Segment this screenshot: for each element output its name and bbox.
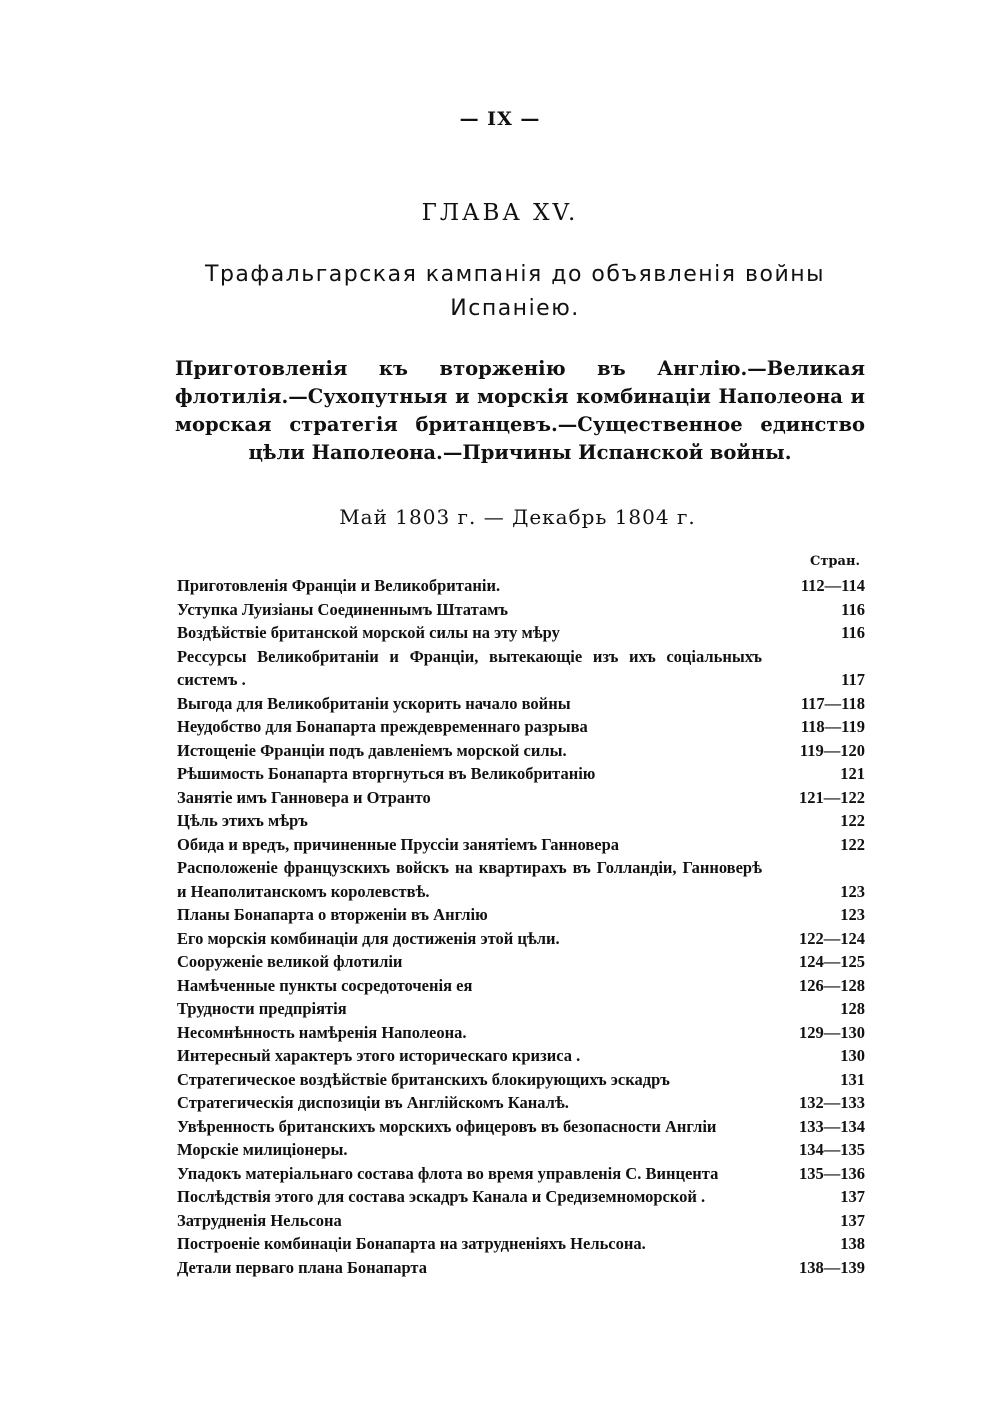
toc-entry-pages: 123 bbox=[840, 881, 865, 901]
toc-entry-pages: 124—125 bbox=[799, 952, 865, 971]
toc-entry-pages: 112—114 bbox=[800, 576, 865, 595]
toc-entry-pages: 117—118 bbox=[800, 693, 865, 713]
toc-entry-text: Рессурсы Великобританіи и Франціи, вытекающіе изъ ихъ соціальныхъ системъ . bbox=[177, 646, 762, 689]
toc-entry-pages: 138—139 bbox=[799, 1257, 865, 1277]
toc-entry bbox=[177, 1256, 865, 1280]
toc-entry-text: Построеніе комбинаціи Бонапарта на затрудненіяхъ Нельсона. bbox=[177, 1234, 646, 1253]
toc-entry-text: Цѣль этихъ мѣръ bbox=[177, 811, 308, 830]
toc-entry bbox=[177, 950, 865, 974]
toc-entry bbox=[177, 1021, 865, 1045]
toc-entry-text: Воздѣйствіе британской морской силы на эту мѣру bbox=[177, 623, 560, 642]
toc-entry-pages: 122 bbox=[840, 834, 865, 854]
toc-entry-text: Трудности предпріятія bbox=[177, 999, 347, 1018]
date-range: Май 1803 г. — Декабрь 1804 г. bbox=[339, 505, 696, 529]
toc-entry-text: Послѣдствія этого для состава эскадръ Канала и Средиземноморской . bbox=[177, 1187, 706, 1206]
toc-entry bbox=[177, 927, 865, 951]
toc-entry-text: Упадокъ матеріальнаго состава флота во время управленія С. Винцента bbox=[177, 1163, 719, 1183]
toc-entry-pages: 134—135 bbox=[799, 1140, 865, 1159]
toc-entry-pages: 121—122 bbox=[799, 787, 865, 807]
toc-entry-text: Интересный характеръ этого историческаго кризиса . bbox=[177, 1046, 581, 1065]
toc-entry bbox=[177, 1232, 865, 1256]
toc-entry-text: Морскіе милиціонеры. bbox=[177, 1140, 348, 1159]
toc-entry bbox=[177, 1115, 865, 1139]
toc-entry-text: Выгода для Великобританіи ускорить начало войны bbox=[177, 693, 571, 713]
toc-entry bbox=[177, 856, 865, 903]
toc-entry-pages: 130 bbox=[840, 1046, 865, 1065]
toc-entry-pages: 133—134 bbox=[799, 1116, 865, 1136]
toc-entry bbox=[177, 621, 865, 645]
toc-entry-text: Неудобство для Бонапарта преждевременнаго разрыва bbox=[177, 717, 588, 736]
toc-entry-pages: 137 bbox=[840, 1210, 865, 1230]
toc-entry-text: Планы Бонапарта о вторженіи въ Англію bbox=[177, 905, 488, 924]
toc-entry-text: Затрудненія Нельсона bbox=[177, 1210, 342, 1230]
toc-entry-text: Приготовленія Франціи и Великобританіи. bbox=[177, 576, 501, 595]
pages-column-header: Стран. bbox=[810, 554, 860, 569]
toc-entry-pages: 123 bbox=[840, 905, 865, 924]
toc-entry bbox=[177, 903, 865, 927]
toc-entry-pages: 132—133 bbox=[799, 1093, 865, 1112]
toc-entry-pages: 121 bbox=[840, 764, 865, 783]
toc-entry-pages: 138 bbox=[840, 1234, 865, 1253]
toc-entry-pages: 131 bbox=[840, 1069, 865, 1089]
toc-entry bbox=[177, 1185, 865, 1209]
toc-entry-text: Намѣченные пункты сосредоточенія ея bbox=[177, 975, 473, 995]
toc-entry-pages: 137 bbox=[840, 1187, 865, 1206]
toc-entry-text: Истощеніе Франціи подъ давленіемъ морской силы. bbox=[177, 740, 567, 760]
chapter-summary: Приготовленія къ вторженію въ Англію.—Великая флотилія.—Сухопутныя и морскія комбинаціи Наполеона и морская стратегія британцевъ.—Существенное единство цѣли Наполеона.—Причины Испанской войны. bbox=[175, 357, 865, 464]
toc-entry-text: Стратегическое воздѣйствіе британскихъ блокирующихъ эскадръ bbox=[177, 1069, 670, 1089]
toc-entry-pages: 128 bbox=[840, 999, 865, 1018]
toc-entry-text: Детали перваго плана Бонапарта bbox=[177, 1257, 427, 1277]
toc-entry-pages: 135—136 bbox=[799, 1163, 865, 1183]
toc-entry bbox=[177, 645, 865, 692]
toc-entry-pages: 126—128 bbox=[799, 975, 865, 995]
toc-entry bbox=[177, 1162, 865, 1186]
toc-entry-pages: 122 bbox=[840, 811, 865, 830]
toc-entry bbox=[177, 739, 865, 763]
table-of-contents bbox=[177, 574, 865, 1279]
chapter-title: ГЛАВА XV. bbox=[421, 200, 579, 226]
toc-entry-text: Уступка Луизіаны Соединеннымъ Штатамъ bbox=[177, 599, 509, 619]
toc-entry bbox=[177, 692, 865, 716]
toc-entry-pages: 119—120 bbox=[799, 740, 865, 760]
toc-entry bbox=[177, 762, 865, 786]
toc-entry bbox=[177, 1044, 865, 1068]
toc-entry-text: Занятіе имъ Ганновера и Отранто bbox=[177, 787, 431, 807]
chapter-subtitle: Трафальгарская кампанія до объявленія войны Испаніею. bbox=[205, 262, 825, 321]
toc-entry bbox=[177, 598, 865, 622]
toc-entry-pages: 116 bbox=[841, 623, 865, 642]
toc-entry bbox=[177, 833, 865, 857]
toc-entry bbox=[177, 1068, 865, 1092]
toc-entry-text: Рѣшимость Бонапарта вторгнуться въ Великобританію bbox=[177, 764, 596, 783]
toc-entry-pages: 118—119 bbox=[800, 717, 865, 736]
page-number: — IX — bbox=[459, 108, 541, 130]
toc-entry bbox=[177, 809, 865, 833]
toc-entry bbox=[177, 1138, 865, 1162]
toc-entry bbox=[177, 997, 865, 1021]
toc-entry-pages: 117 bbox=[841, 670, 865, 689]
toc-entry bbox=[177, 1209, 865, 1233]
toc-entry bbox=[177, 786, 865, 810]
toc-entry-text: Его морскія комбинаціи для достиженія этой цѣли. bbox=[177, 928, 560, 948]
toc-entry bbox=[177, 1091, 865, 1115]
toc-entry-text: Стратегическія диспозиціи въ Англійскомъ Каналѣ. bbox=[177, 1093, 569, 1112]
toc-entry-pages: 129—130 bbox=[799, 1022, 865, 1042]
toc-entry-text: Увѣренность британскихъ морскихъ офицеровъ въ безопасности Англіи bbox=[177, 1116, 717, 1136]
toc-entry-text: Сооруженіе великой флотиліи bbox=[177, 952, 403, 971]
toc-entry-text: Расположеніе французскихъ войскъ на квартирахъ въ Голландіи, Ганноверѣ и Неаполитанскомъ королевствѣ. bbox=[177, 858, 762, 901]
toc-entry-pages: 122—124 bbox=[799, 928, 865, 948]
toc-entry-text: Обида и вредъ, причиненные Пруссіи занятіемъ Ганновера bbox=[177, 834, 620, 854]
toc-entry bbox=[177, 715, 865, 739]
toc-entry bbox=[177, 574, 865, 598]
toc-entry bbox=[177, 974, 865, 998]
toc-entry-pages: 116 bbox=[841, 599, 865, 619]
toc-entry-text: Несомнѣнность намѣренія Наполеона. bbox=[177, 1022, 467, 1042]
